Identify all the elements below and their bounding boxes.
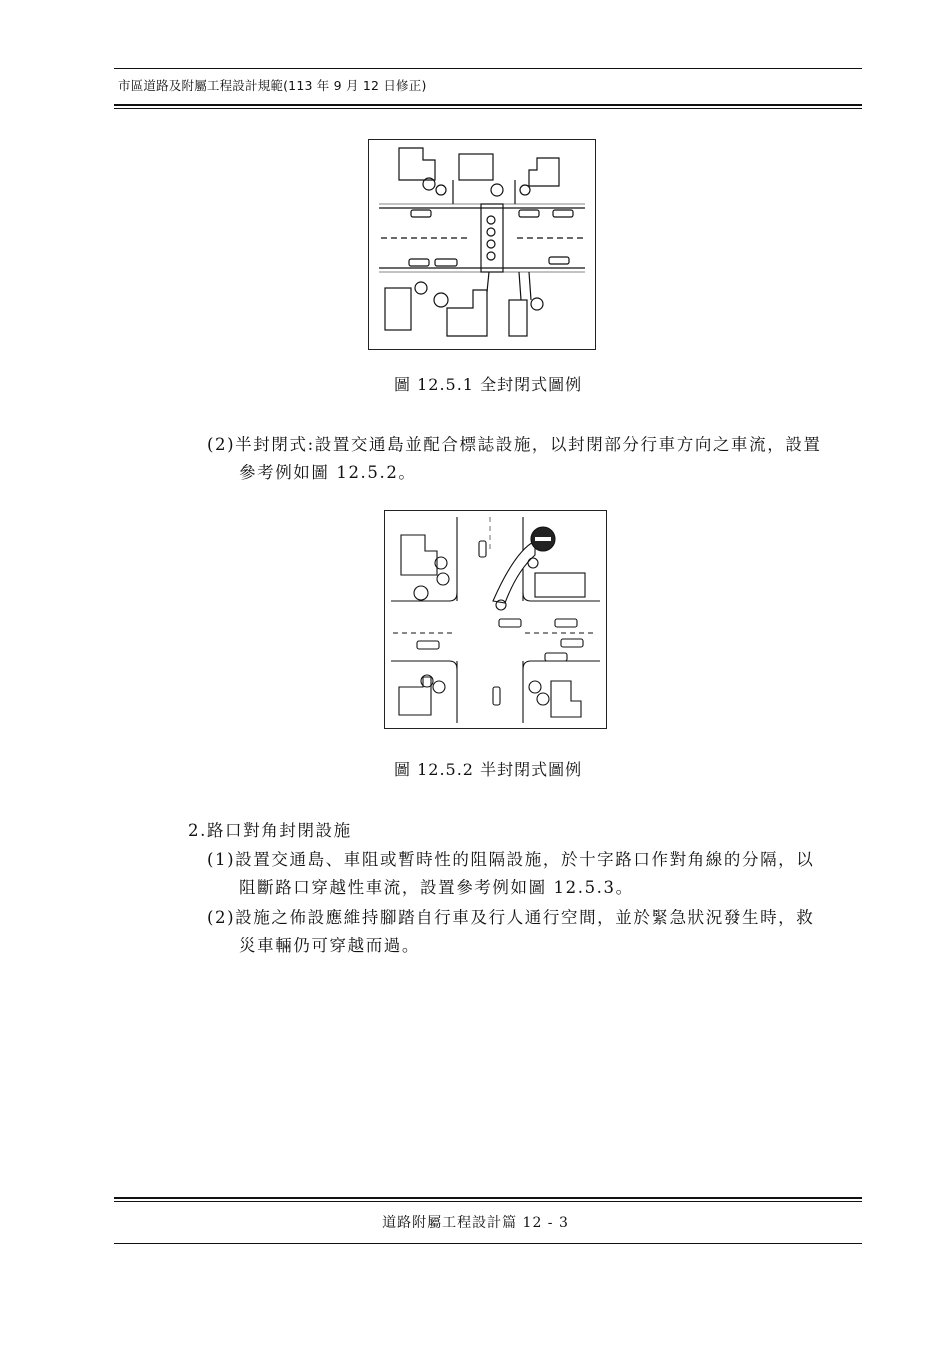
paragraph-line: 參考例如圖 12.5.2。 [239,463,417,482]
paragraph-line: 阻斷路口穿越性車流，設置參考例如圖 12.5.3。 [239,878,634,897]
footer-rule-thin [114,1201,862,1202]
figure-caption: 圖 12.5.1 全封閉式圖例 [394,375,583,394]
paragraph-line: 災車輛仍可穿越而過。 [239,936,420,955]
page-footer: 道路附屬工程設計篇 12 - 3 [382,1215,569,1231]
header-rule-thin [114,108,862,109]
paragraph-line: (1)設置交通島、車阻或暫時性的阻隔設施，於十字路口作對角線的分隔，以 [207,850,815,869]
paragraph-line: (2)設施之佈設應維持腳踏自行車及行人通行空間，並於緊急狀況發生時，救 [207,908,815,927]
full-closure-diagram [369,140,595,349]
running-header: 市區道路及附屬工程設計規範(113 年 9 月 12 日修正) [118,78,427,93]
figure-caption: 圖 12.5.2 半封閉式圖例 [394,760,583,779]
footer-rule-thick [114,1197,862,1199]
paragraph-line: (2)半封閉式:設置交通島並配合標誌設施，以封閉部分行車方向之車流，設置 [207,435,822,454]
header-rule-thick [114,68,862,69]
header-rule-thick [114,104,862,106]
half-closure-diagram [385,511,606,728]
section-heading: 2.路口對角封閉設施 [188,821,352,840]
footer-rule-bottom [114,1243,862,1244]
figure-half-closure [384,510,607,729]
figure-full-closure [368,139,596,350]
